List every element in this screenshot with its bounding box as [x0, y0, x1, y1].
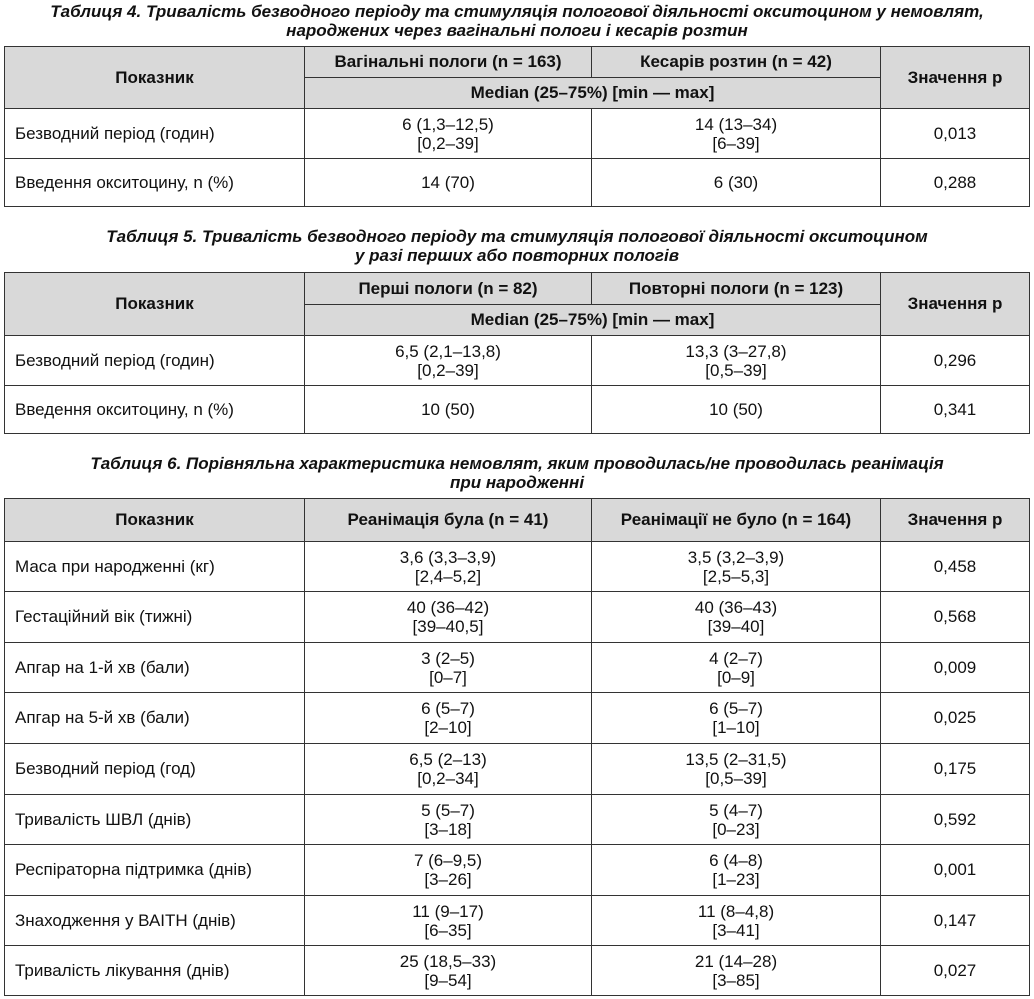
- table-row: [5, 744, 1030, 795]
- table4-header-group2: Кесарів розтин (n = 42): [592, 47, 881, 78]
- group2-value: 13,5 (2–31,5) [0,5–39]: [592, 744, 881, 795]
- group2-value: 10 (50): [592, 386, 881, 434]
- table5-header-p: Значення p: [881, 273, 1030, 336]
- group2-value: 11 (8–4,8) [3–41]: [592, 896, 881, 946]
- table-row: [5, 542, 1030, 592]
- row-label: Гестаційний вік (тижні): [5, 592, 305, 643]
- table5-header-group1: Перші пологи (n = 82): [305, 273, 592, 305]
- table4-caption: [0, 2, 1034, 40]
- row-label: Введення окситоцину, n (%): [5, 386, 305, 434]
- group1-value: 6,5 (2–13) [0,2–34]: [305, 744, 592, 795]
- table6-header-indicator: Показник: [5, 499, 305, 542]
- group2-value: 4 (2–7) [0–9]: [592, 643, 881, 693]
- group2-value: 13,3 (3–27,8) [0,5–39]: [592, 336, 881, 386]
- p-value: 0,288: [881, 159, 1030, 207]
- p-value: 0,013: [881, 109, 1030, 159]
- p-value: 0,592: [881, 795, 1030, 845]
- p-value: 0,147: [881, 896, 1030, 946]
- table6-header-p: Значення p: [881, 499, 1030, 542]
- table5-header-indicator: Показник: [5, 273, 305, 336]
- row-label: Респіраторна підтримка (днів): [5, 845, 305, 896]
- p-value: 0,025: [881, 693, 1030, 744]
- table5-header-group2: Повторні пологи (n = 123): [592, 273, 881, 305]
- row-label: Апгар на 1-й хв (бали): [5, 643, 305, 693]
- table-row: [5, 109, 1030, 159]
- table5-caption-line1: Таблиця 5. Тривалість безводного періоду та стимуляція пологової діяльності окситоцином: [106, 227, 928, 246]
- p-value: 0,296: [881, 336, 1030, 386]
- table4-header-indicator: Показник: [5, 47, 305, 109]
- group2-value: 6 (30): [592, 159, 881, 207]
- group2-value: 6 (5–7) [1–10]: [592, 693, 881, 744]
- group2-value: 3,5 (3,2–3,9) [2,5–5,3]: [592, 542, 881, 592]
- group1-value: 11 (9–17) [6–35]: [305, 896, 592, 946]
- table4: [4, 46, 1030, 207]
- group1-value: 6,5 (2,1–13,8) [0,2–39]: [305, 336, 592, 386]
- row-label: Знаходження у ВАІТН (днів): [5, 896, 305, 946]
- group1-value: 10 (50): [305, 386, 592, 434]
- group1-value: 6 (5–7) [2–10]: [305, 693, 592, 744]
- group1-value: 25 (18,5–33) [9–54]: [305, 946, 592, 996]
- group1-value: 14 (70): [305, 159, 592, 207]
- group1-value: 3 (2–5) [0–7]: [305, 643, 592, 693]
- table-row: [5, 693, 1030, 744]
- group2-value: 5 (4–7) [0–23]: [592, 795, 881, 845]
- table4-subheader: Median (25–75%) [min — max]: [305, 78, 881, 109]
- table-row: [5, 386, 1030, 434]
- table-row: [5, 896, 1030, 946]
- p-value: 0,568: [881, 592, 1030, 643]
- table6-header-group2: Реанімації не було (n = 164): [592, 499, 881, 542]
- p-value: 0,009: [881, 643, 1030, 693]
- row-label: Маса при народженні (кг): [5, 542, 305, 592]
- group2-value: 21 (14–28) [3–85]: [592, 946, 881, 996]
- table-row: [5, 592, 1030, 643]
- table-row: [5, 159, 1030, 207]
- row-label: Тривалість лікування (днів): [5, 946, 305, 996]
- table4-caption-line2: народжених через вагінальні пологи і кесарів розтин: [286, 21, 748, 40]
- row-label: Безводний період (год): [5, 744, 305, 795]
- p-value: 0,175: [881, 744, 1030, 795]
- table6-header-group1: Реанімація була (n = 41): [305, 499, 592, 542]
- group1-value: 7 (6–9,5) [3–26]: [305, 845, 592, 896]
- group2-value: 14 (13–34) [6–39]: [592, 109, 881, 159]
- table-row: [5, 643, 1030, 693]
- table-row: [5, 336, 1030, 386]
- group1-value: 3,6 (3,3–3,9) [2,4–5,2]: [305, 542, 592, 592]
- table6-caption: [0, 454, 1034, 492]
- table-row: [5, 795, 1030, 845]
- row-label: Введення окситоцину, n (%): [5, 159, 305, 207]
- table-row: [5, 845, 1030, 896]
- table5: [4, 272, 1030, 434]
- row-label: Безводний період (годин): [5, 336, 305, 386]
- table4-caption-line1: Таблиця 4. Тривалість безводного періоду та стимуляція пологової діяльності окситоцином у немовлят,: [50, 2, 984, 21]
- p-value: 0,458: [881, 542, 1030, 592]
- table-row: [5, 946, 1030, 996]
- row-label: Апгар на 5-й хв (бали): [5, 693, 305, 744]
- p-value: 0,341: [881, 386, 1030, 434]
- p-value: 0,001: [881, 845, 1030, 896]
- group1-value: 6 (1,3–12,5) [0,2–39]: [305, 109, 592, 159]
- table5-subheader: Median (25–75%) [min — max]: [305, 305, 881, 336]
- table5-caption: [0, 227, 1034, 265]
- table4-header-group1: Вагінальні пологи (n = 163): [305, 47, 592, 78]
- group2-value: 6 (4–8) [1–23]: [592, 845, 881, 896]
- table6-caption-line2: при народженні: [449, 473, 585, 492]
- row-label: Безводний період (годин): [5, 109, 305, 159]
- table6-caption-line1: Таблиця 6. Порівняльна характеристика немовлят, яким проводилась/не проводилась реанімація: [90, 454, 944, 473]
- group1-value: 5 (5–7) [3–18]: [305, 795, 592, 845]
- row-label: Тривалість ШВЛ (днів): [5, 795, 305, 845]
- table4-header-p: Значення p: [881, 47, 1030, 109]
- p-value: 0,027: [881, 946, 1030, 996]
- group1-value: 40 (36–42) [39–40,5]: [305, 592, 592, 643]
- table6: [4, 498, 1030, 996]
- group2-value: 40 (36–43) [39–40]: [592, 592, 881, 643]
- table5-caption-line2: у разі перших або повторних пологів: [355, 246, 679, 265]
